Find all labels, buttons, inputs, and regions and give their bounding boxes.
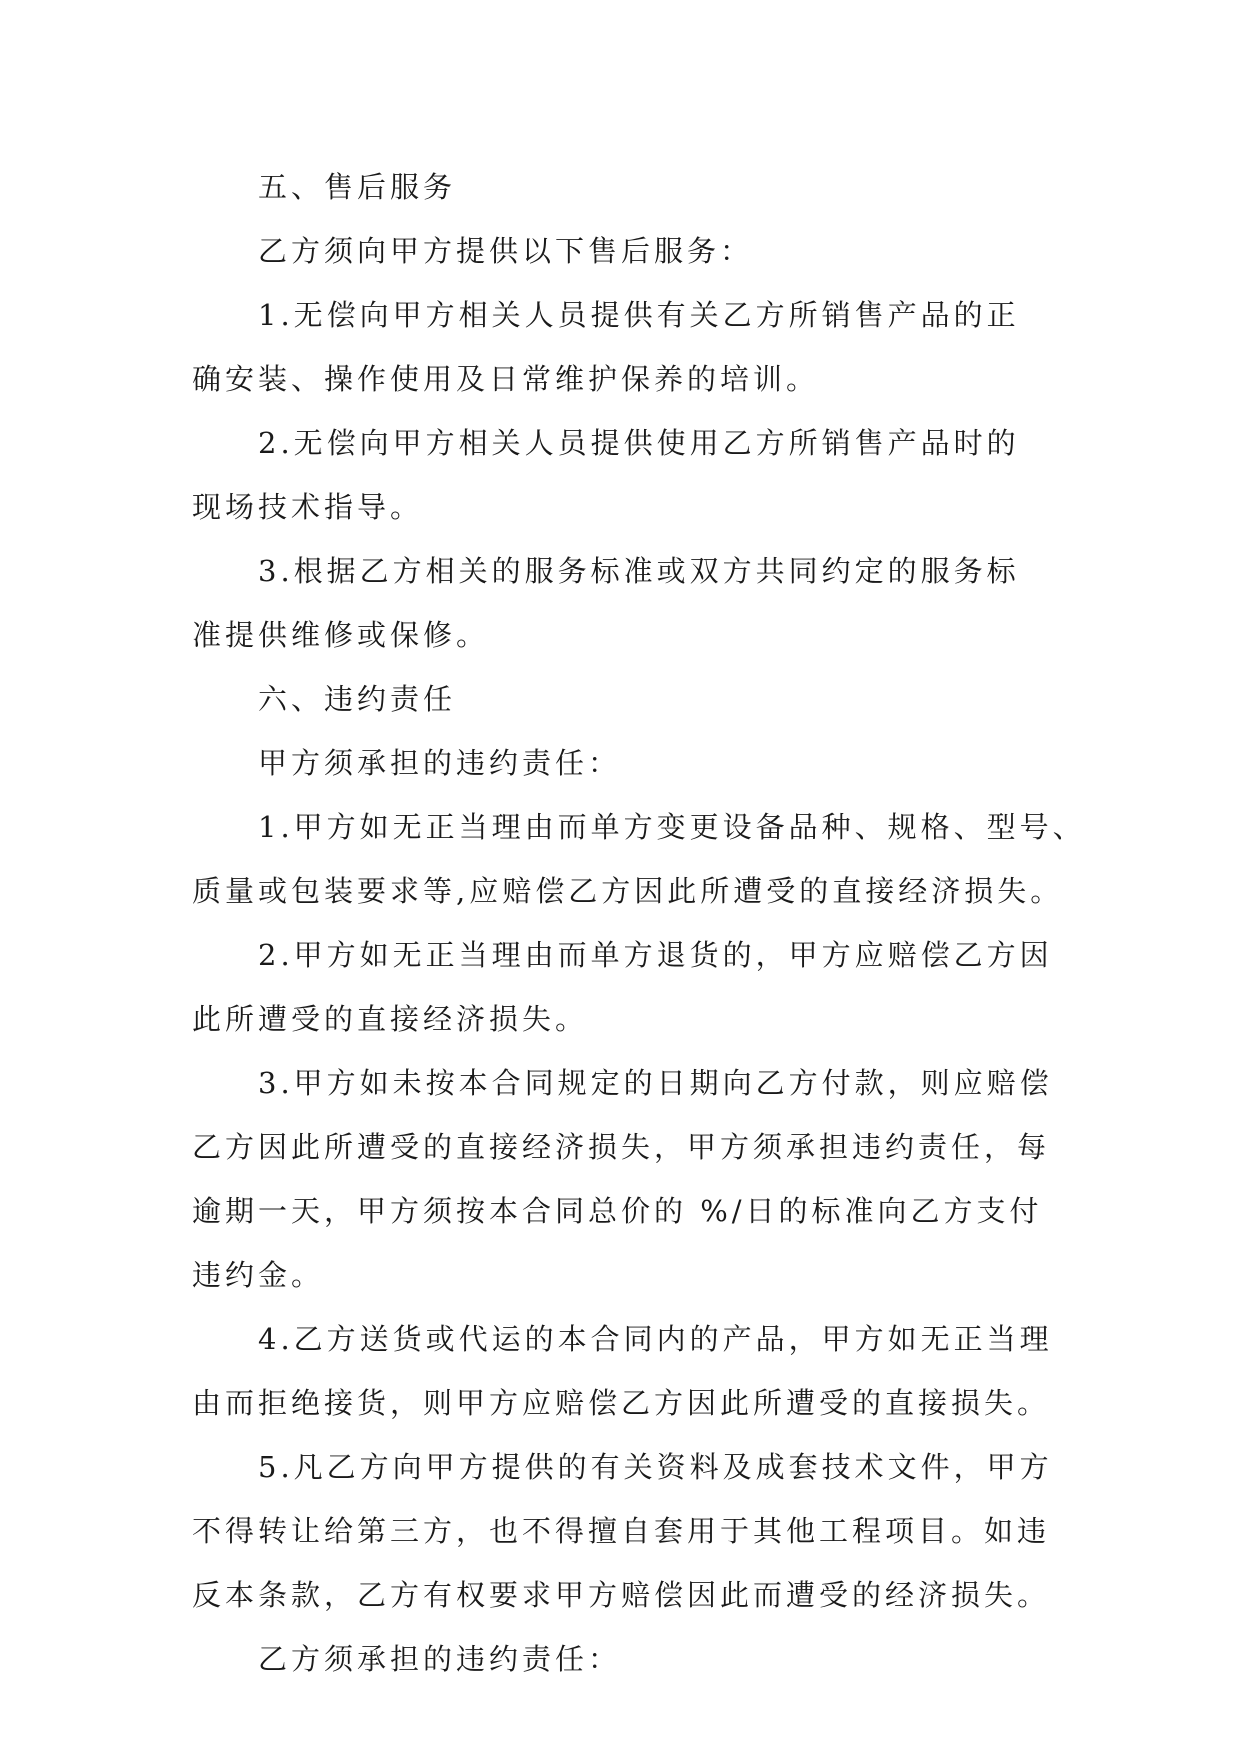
clause-line: 乙方因此所遭受的直接经济损失，甲方须承担违约责任，每 bbox=[192, 1130, 1051, 1164]
clause-line: 由而拒绝接货，则甲方应赔偿乙方因此所遭受的直接损失。 bbox=[192, 1386, 1051, 1420]
clause-line: 质量或包装要求等,应赔偿乙方因此所遭受的直接经济损失。 bbox=[192, 874, 1064, 908]
clause-line: 4.乙方送货或代运的本合同内的产品，甲方如无正当理 bbox=[258, 1322, 1053, 1356]
clause-line: 5.凡乙方向甲方提供的有关资料及成套技术文件，甲方 bbox=[258, 1450, 1053, 1484]
clause-line: 3.根据乙方相关的服务标准或双方共同约定的服务标 bbox=[258, 554, 1020, 588]
clause-line: 现场技术指导。 bbox=[192, 490, 424, 524]
clause-line: 违约金。 bbox=[192, 1258, 325, 1292]
paragraph-line: 甲方须承担的违约责任： bbox=[258, 746, 622, 780]
clause-line: 2.无偿向甲方相关人员提供使用乙方所销售产品时的 bbox=[258, 426, 1020, 460]
paragraph-line: 乙方须承担的违约责任： bbox=[258, 1642, 622, 1676]
clause-line: 此所遭受的直接经济损失。 bbox=[192, 1002, 589, 1036]
clause-line: 1.甲方如无正当理由而单方变更设备品种、规格、型号、 bbox=[258, 810, 1086, 844]
document-body bbox=[192, 155, 1086, 1691]
section-heading-after-sales: 五、售后服务 bbox=[258, 170, 457, 204]
clause-line: 逾期一天，甲方须按本合同总价的 %/日的标准向乙方支付 bbox=[192, 1194, 1043, 1228]
clause-line: 反本条款，乙方有权要求甲方赔偿因此而遭受的经济损失。 bbox=[192, 1578, 1051, 1612]
clause-line: 3.甲方如未按本合同规定的日期向乙方付款，则应赔偿 bbox=[258, 1066, 1053, 1100]
clause-line: 准提供维修或保修。 bbox=[192, 618, 490, 652]
clause-line: 确安装、操作使用及日常维护保养的培训。 bbox=[192, 362, 820, 396]
clause-line: 不得转让给第三方，也不得擅自套用于其他工程项目。如违 bbox=[192, 1514, 1051, 1548]
section-heading-liability: 六、违约责任 bbox=[258, 682, 457, 716]
clause-line: 1.无偿向甲方相关人员提供有关乙方所销售产品的正 bbox=[258, 298, 1020, 332]
paragraph-line: 乙方须向甲方提供以下售后服务： bbox=[258, 234, 754, 268]
clause-line: 2.甲方如无正当理由而单方退货的，甲方应赔偿乙方因 bbox=[258, 938, 1053, 972]
